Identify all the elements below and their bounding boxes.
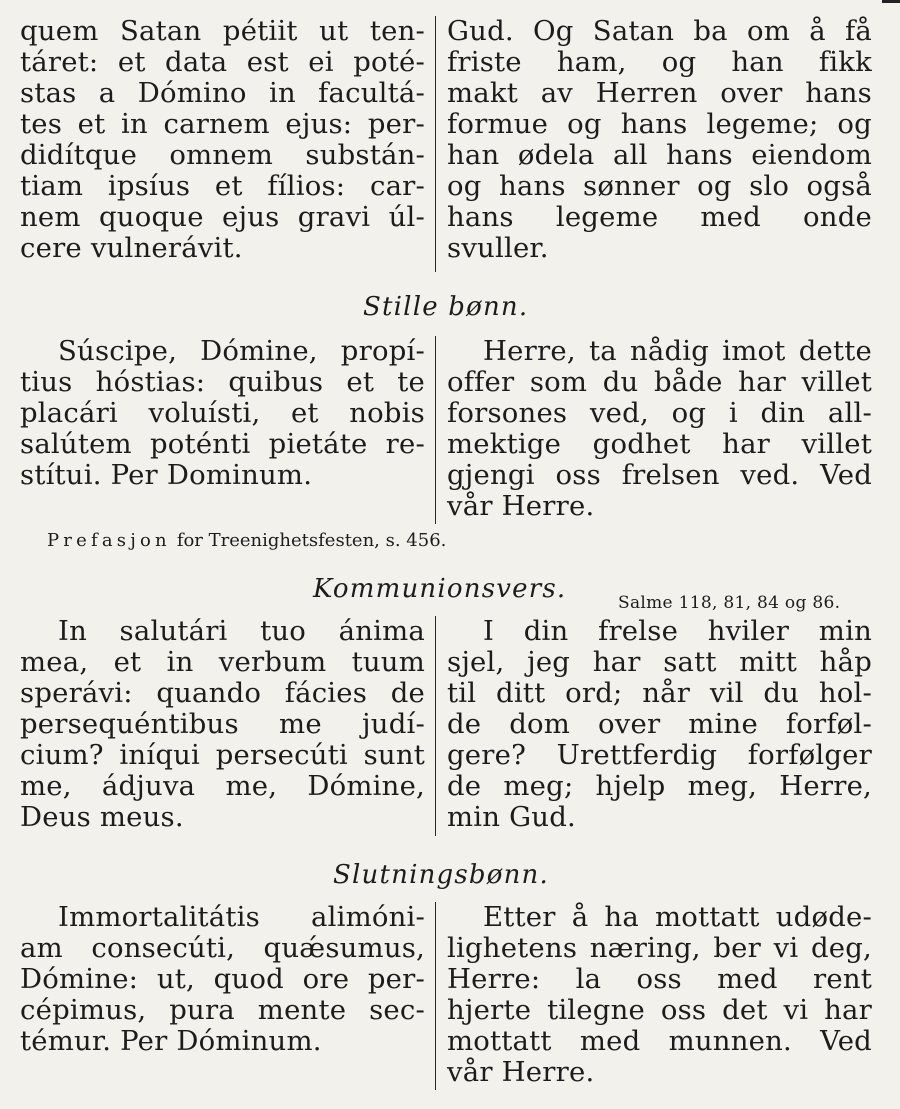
latin-line: Dómine: ut, quod ore per- [20, 963, 425, 995]
latin-line: me, ádjuva me, Dómine, [20, 770, 425, 802]
norwegian-line: og hans sønner og slo også [447, 170, 872, 202]
latin-line: Súscipe, Dómine, propí- [58, 335, 425, 367]
preface-note [47, 530, 446, 551]
latin-line: stas a Dómino in facultá- [20, 77, 425, 109]
latin-line: salútem poténti pietáte re- [20, 428, 425, 460]
norwegian-line: Gud. Og Satan ba om å få [447, 15, 872, 47]
latin-line: didítque omnem substán- [20, 139, 425, 171]
latin-line: placári voluísti, et nobis [20, 397, 425, 429]
latin-column [20, 616, 425, 833]
latin-column [20, 16, 425, 264]
norwegian-column [447, 16, 872, 264]
latin-line: quem Satan pétiit ut ten- [20, 15, 425, 47]
norwegian-line: formue og hans legeme; og [447, 108, 872, 140]
norwegian-line: forsones ved, og i din all- [447, 397, 872, 429]
norwegian-line: Herre: la oss med rent [447, 963, 872, 995]
norwegian-column [447, 336, 872, 522]
latin-line: tes et in carnem ejus: per- [20, 108, 425, 140]
norwegian-line: gjengi oss frelsen ved. Ved [447, 459, 872, 491]
norwegian-column [447, 902, 872, 1088]
column-divider [435, 902, 436, 1090]
section-heading-slutning: Slutningsbønn. [333, 860, 549, 890]
norwegian-column [447, 616, 872, 833]
norwegian-line: hans legeme med onde [447, 201, 872, 233]
norwegian-line: vår Herre. [447, 1056, 595, 1088]
latin-line: am consecúti, quǽsumus, [20, 932, 425, 964]
page-edge-mark [882, 0, 900, 3]
latin-line: mea, et in verbum tuum [20, 646, 425, 678]
latin-line: persequéntibus me judí- [20, 708, 425, 740]
psalm-reference: Salme 118, 81, 84 og 86. [618, 593, 841, 613]
latin-line: tius hóstias: quibus et te [20, 366, 425, 398]
latin-line: In salutári tuo ánima [58, 615, 425, 647]
latin-line: cere vulnerávit. [20, 232, 243, 264]
norwegian-line: makt av Herren over hans [447, 77, 872, 109]
column-divider [435, 336, 436, 524]
norwegian-line: Herre, ta nådig imot dette [483, 335, 872, 367]
latin-line: nem quoque ejus gravi úl- [20, 201, 425, 233]
norwegian-line: til ditt ord; når vil du hol- [447, 677, 872, 709]
preface-label: Prefasjon [47, 530, 171, 551]
norwegian-line: de meg; hjelp meg, Herre, [447, 770, 872, 802]
norwegian-line: mektige godhet har villet [447, 428, 872, 460]
norwegian-line: mottatt med munnen. Ved [447, 1025, 872, 1057]
latin-line: cium? iníqui persecúti sunt [20, 739, 425, 771]
latin-line: tiam ipsíus et fílios: car- [20, 170, 425, 202]
column-divider [435, 616, 436, 836]
latin-line: sperávi: quando fácies de [20, 677, 425, 709]
column-divider [435, 16, 436, 272]
latin-column [20, 336, 425, 491]
norwegian-line: gere? Urettferdig forfølger [447, 739, 872, 771]
latin-line: stítui. Per Dominum. [20, 459, 313, 491]
norwegian-line: I din frelse hviler min [483, 615, 872, 647]
norwegian-line: vår Herre. [447, 490, 595, 522]
norwegian-line: offer som du både har villet [447, 366, 872, 398]
norwegian-line: de dom over mine forføl- [447, 708, 872, 740]
norwegian-line: lighetens næring, ber vi deg, [447, 932, 872, 964]
latin-line: Immortalitátis alimóni- [58, 901, 425, 933]
norwegian-line: Etter å ha mottatt udøde- [483, 901, 872, 933]
norwegian-line: sjel, jeg har satt mitt håp [447, 646, 872, 678]
latin-column [20, 902, 425, 1057]
preface-text: for Treenighetsfesten, s. 456. [176, 530, 447, 551]
norwegian-line: friste ham, og han fikk [447, 46, 872, 78]
latin-line: táret: et data est ei poté- [20, 46, 425, 78]
latin-line: cépimus, pura mente sec- [20, 994, 425, 1026]
latin-line: témur. Per Dóminum. [20, 1025, 322, 1057]
norwegian-line: han ødela all hans eiendom [447, 139, 872, 171]
section-heading-stille: Stille bønn. [363, 292, 529, 322]
norwegian-line: svuller. [447, 232, 549, 264]
latin-line: Deus meus. [20, 801, 184, 833]
section-heading-kommunion: Kommunionsvers. [313, 574, 567, 604]
norwegian-line: min Gud. [447, 801, 576, 833]
norwegian-line: hjerte tilegne oss det vi har [447, 994, 872, 1026]
